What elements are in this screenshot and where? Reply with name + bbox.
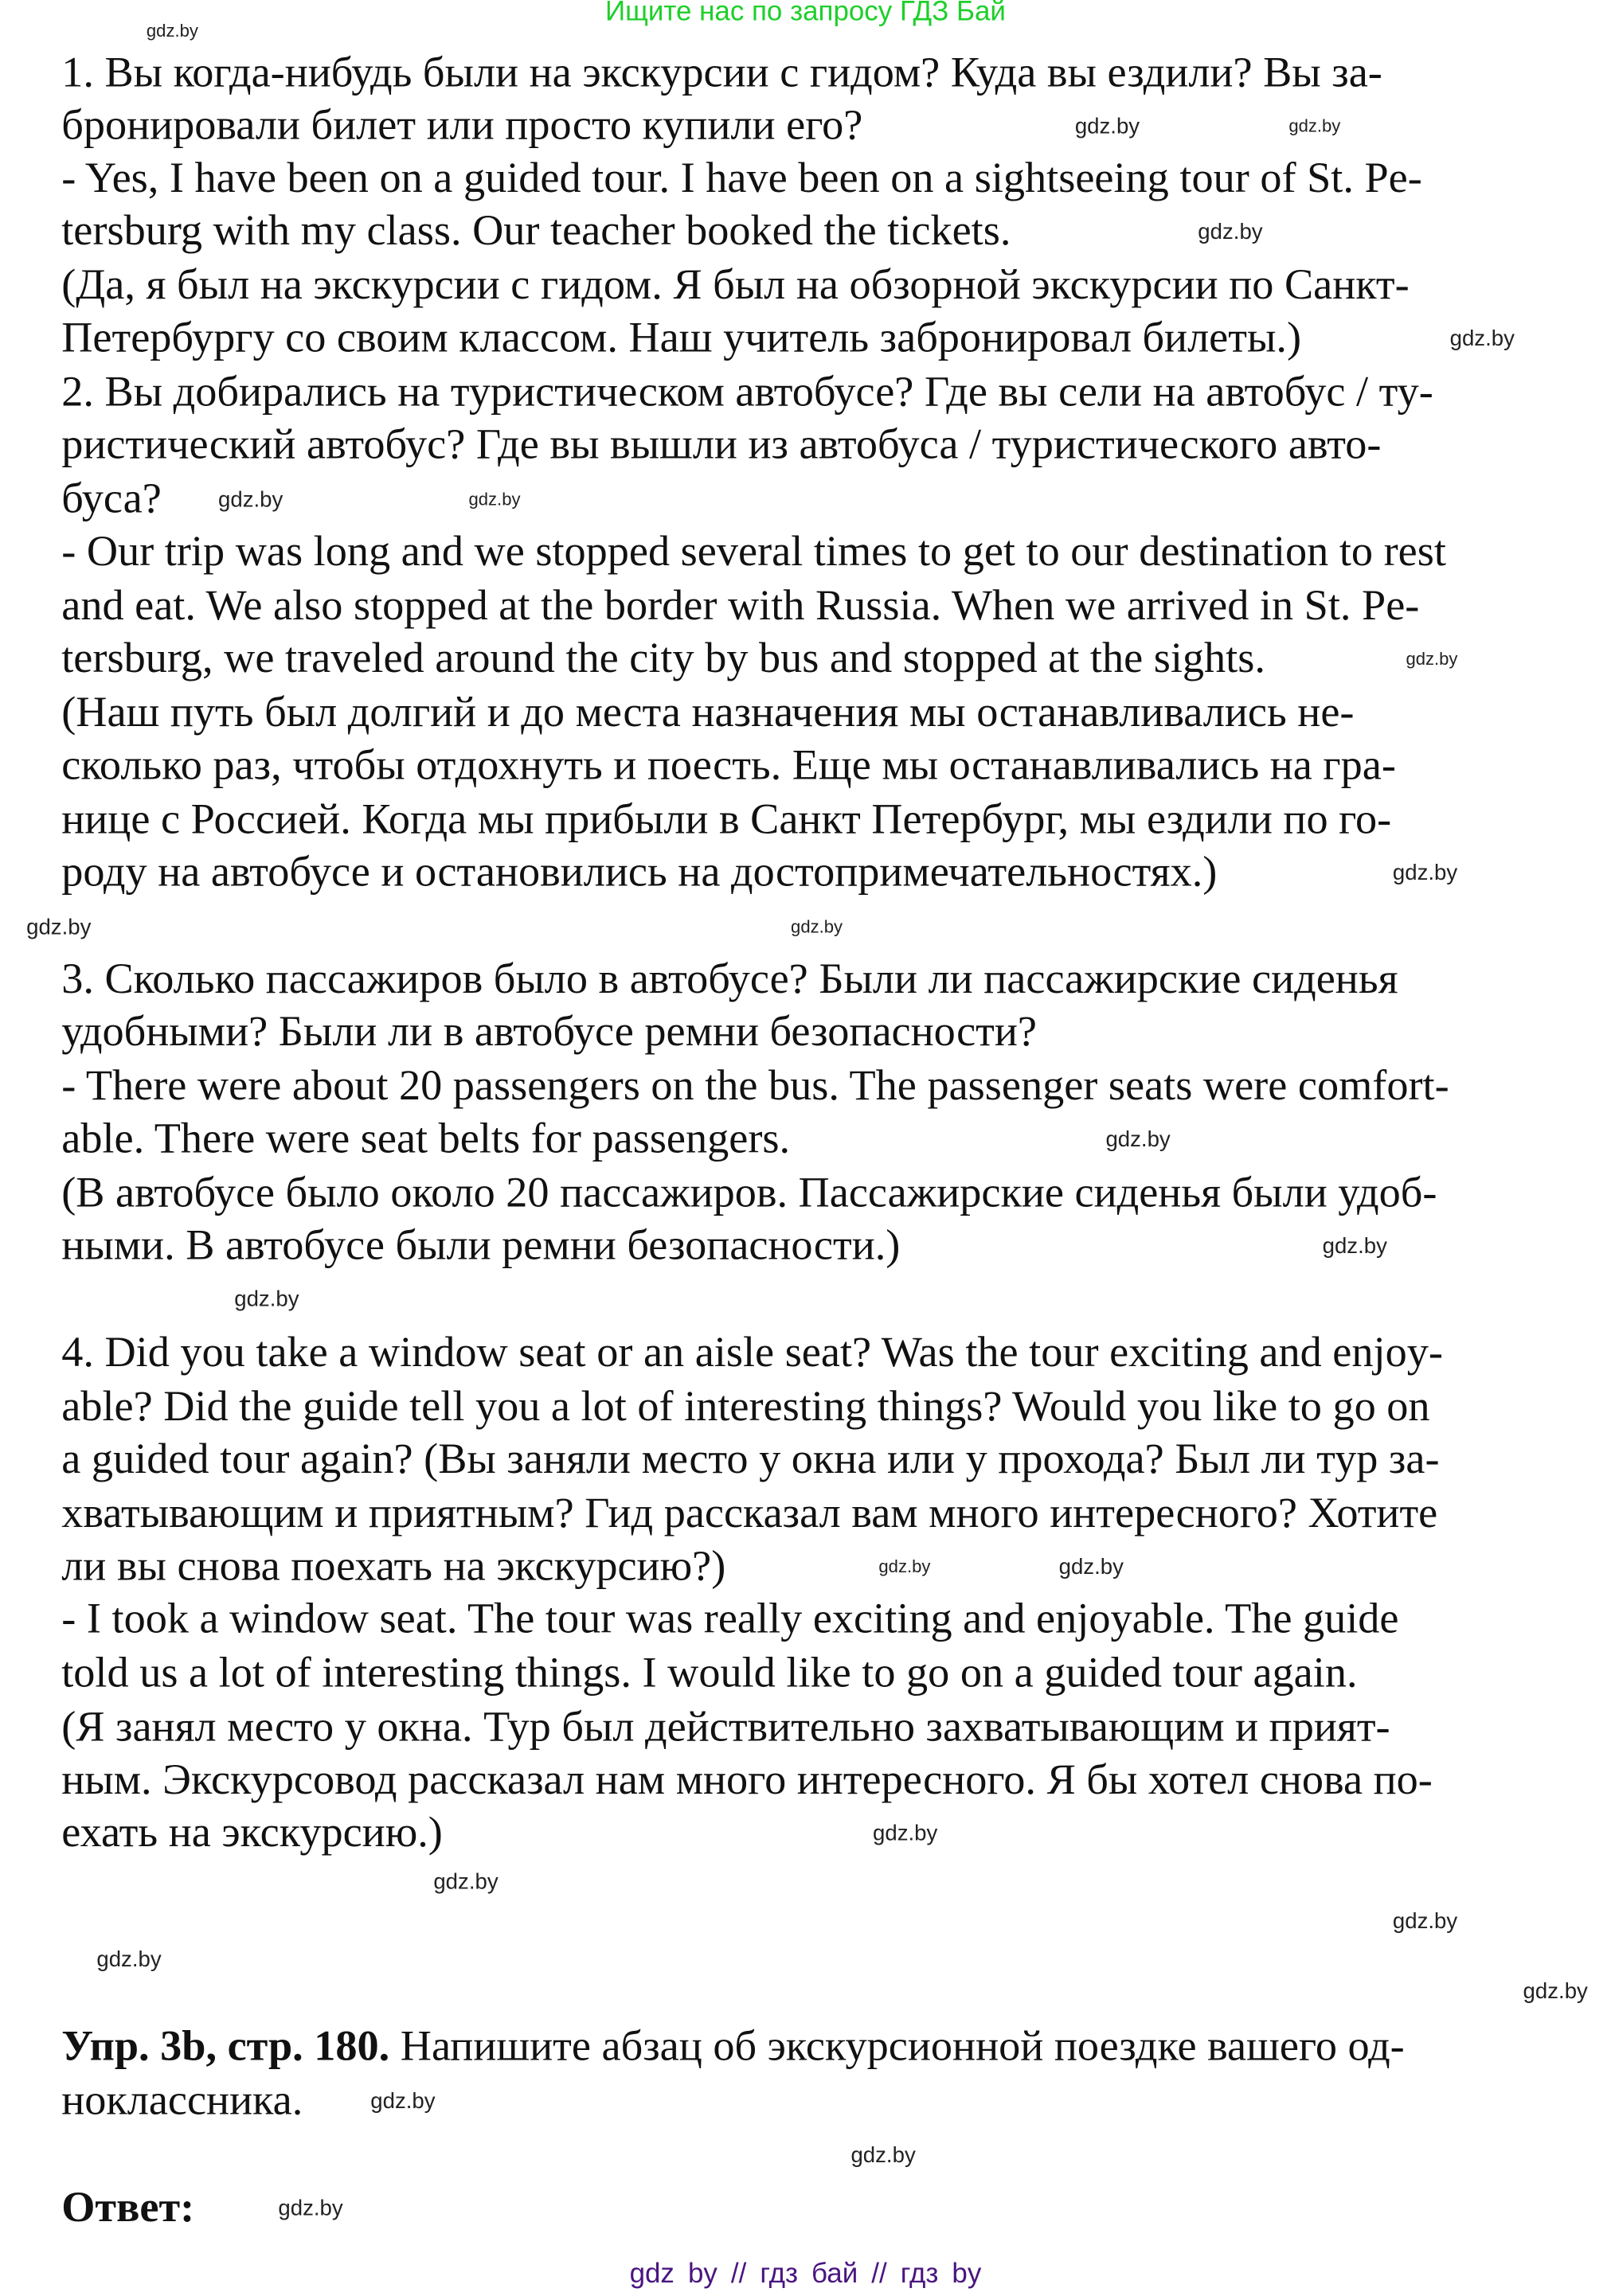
text-line bbox=[61, 795, 1391, 845]
text-line bbox=[61, 527, 1446, 577]
line-text: 2. Вы добирались на туристическом автобусе? Где вы сели на автобус / ту- bbox=[61, 369, 1433, 416]
line-text: tersburg, we traveled around the city by bus and stopped at the sights. bbox=[61, 635, 1265, 682]
text-line bbox=[61, 1061, 1449, 1111]
line-text: ными. В автобусе были ремни безопасности.) bbox=[61, 1222, 901, 1270]
watermark: gdz.by bbox=[1074, 114, 1140, 139]
watermark: gdz.by bbox=[1198, 219, 1263, 245]
line-text: (Да, я был на экскурсии с гидом. Я был на обзорной экскурсии по Санкт- bbox=[61, 262, 1410, 310]
text-line bbox=[61, 260, 1409, 310]
line-text: бронировали билет или просто купили его? bbox=[61, 102, 863, 150]
line-text: a guided tour again? (Вы заняли место у окна или у прохода? Был ли тур за- bbox=[61, 1436, 1440, 1483]
watermark: gdz.by bbox=[873, 1821, 938, 1846]
line-text: Напишите абзац об экскурсионной поездке вашего од- bbox=[389, 2023, 1405, 2071]
search-hint-banner: Ищите нас по запросу ГДЗ Бай bbox=[604, 0, 1006, 28]
watermark: gdz.by bbox=[878, 1556, 931, 1577]
line-text: - Yes, I have been on a guided tour. I have been on a sightseeing tour of St. Pe- bbox=[61, 154, 1422, 202]
line-text: tersburg with my class. Our teacher booked the tickets. bbox=[61, 208, 1011, 255]
watermark: gdz.by bbox=[468, 489, 521, 510]
line-text: (Я занял место у окна. Тур был действительно захватывающим и прият- bbox=[61, 1704, 1390, 1751]
text-line bbox=[61, 1382, 1429, 1432]
line-text: хватывающим и приятным? Гид рассказал вам много интересного? Хотите bbox=[61, 1490, 1438, 1537]
line-text: told us a lot of interesting things. I would like to go on a guided tour again. bbox=[61, 1650, 1358, 1697]
watermark: gdz.by bbox=[26, 915, 92, 940]
line-text: able? Did the guide tell you a lot of interesting things? Would you like to go on bbox=[61, 1383, 1430, 1431]
line-text: - I took a window seat. The tour was really exciting and enjoyable. The guide bbox=[61, 1595, 1399, 1643]
watermark: gdz.by bbox=[370, 2089, 436, 2114]
text-line bbox=[61, 581, 1419, 631]
line-text: 3. Сколько пассажиров было в автобусе? Были ли пассажирские сиденья bbox=[61, 955, 1398, 1003]
text-line bbox=[61, 1541, 725, 1591]
text-line bbox=[61, 634, 1265, 684]
watermark: gdz.by bbox=[1392, 861, 1458, 886]
line-text: роду на автобусе и остановились на достопримечательностях.) bbox=[61, 849, 1218, 896]
text-line bbox=[61, 955, 1398, 1005]
watermark: gdz.by bbox=[1392, 1909, 1458, 1935]
exercise-label: Упр. 3b, стр. 180. bbox=[61, 2023, 390, 2071]
watermark: gdz.by bbox=[96, 1947, 162, 1973]
line-text: 4. Did you take a window seat or an aisle seat? Was the tour exciting and enjoy- bbox=[61, 1329, 1443, 1376]
text-line bbox=[61, 1703, 1390, 1753]
footer-links[interactable]: gdz by // гдз бай // гдз by bbox=[629, 2259, 982, 2290]
line-text: - Our trip was long and we stopped several times to get to our destination to rest bbox=[61, 528, 1446, 576]
watermark: gdz.by bbox=[850, 2143, 916, 2169]
text-line bbox=[61, 1808, 443, 1858]
text-line bbox=[61, 1489, 1437, 1539]
line-text: Петербургу со своим классом. Наш учитель забронировал билеты.) bbox=[61, 314, 1302, 362]
line-text: able. There were seat belts for passengers. bbox=[61, 1115, 791, 1163]
watermark: gdz.by bbox=[1406, 648, 1458, 670]
line-text: сколько раз, чтобы отдохнуть и поесть. Еще мы останавливались на гра- bbox=[61, 742, 1396, 790]
line-text: ехать на экскурсию.) bbox=[61, 1810, 443, 1857]
watermark: gdz.by bbox=[146, 20, 198, 41]
text-line bbox=[61, 101, 862, 151]
text-line bbox=[61, 1595, 1398, 1645]
text-line bbox=[61, 206, 1011, 256]
watermark: gdz.by bbox=[1105, 1127, 1171, 1153]
watermark: gdz.by bbox=[1058, 1555, 1124, 1580]
text-line bbox=[61, 1221, 900, 1271]
line-text: удобными? Были ли в автобусе ремни безопасности? bbox=[61, 1009, 1038, 1056]
text-line bbox=[61, 2022, 1405, 2072]
watermark: gdz.by bbox=[1288, 115, 1341, 137]
watermark: gdz.by bbox=[218, 487, 283, 513]
line-text: and eat. We also stopped at the border with Russia. When we arrived in St. Pe- bbox=[61, 582, 1420, 630]
text-line bbox=[61, 49, 1382, 99]
text-line bbox=[61, 420, 1381, 471]
text-line bbox=[61, 1114, 790, 1164]
line-text: нице с Россией. Когда мы прибыли в Санкт Петербург, мы ездили по го- bbox=[61, 796, 1392, 844]
text-line bbox=[61, 1169, 1437, 1219]
line-text: ли вы снова поехать на экскурсию?) bbox=[61, 1543, 726, 1591]
line-text: буса? bbox=[61, 475, 162, 523]
text-line bbox=[61, 1649, 1357, 1699]
text-line bbox=[61, 1007, 1037, 1057]
line-text: (В автобусе было около 20 пассажиров. Пассажирские сиденья были удоб- bbox=[61, 1169, 1437, 1217]
watermark: gdz.by bbox=[1322, 1234, 1387, 1259]
watermark: gdz.by bbox=[234, 1287, 299, 1312]
text-line bbox=[61, 688, 1354, 738]
text-line bbox=[61, 2076, 303, 2126]
line-text: (Наш путь был долгий и до места назначения мы останавливались не- bbox=[61, 689, 1355, 737]
text-line bbox=[61, 368, 1433, 418]
line-text: ристический автобус? Где вы вышли из автобуса / туристического авто- bbox=[61, 421, 1382, 469]
text-line bbox=[61, 154, 1422, 204]
watermark: gdz.by bbox=[433, 1869, 499, 1895]
text-line bbox=[61, 314, 1301, 364]
text-line bbox=[61, 1755, 1433, 1806]
text-line bbox=[61, 474, 162, 525]
text-line bbox=[61, 741, 1396, 791]
watermark: gdz.by bbox=[1449, 326, 1515, 352]
watermark: gdz.by bbox=[791, 916, 843, 937]
watermark: gdz.by bbox=[1523, 1979, 1588, 2005]
text-line bbox=[61, 848, 1217, 898]
watermark: gdz.by bbox=[278, 2196, 343, 2221]
line-text: - There were about 20 passengers on the bus. The passenger seats were comfort- bbox=[61, 1063, 1449, 1110]
line-text: ным. Экскурсовод рассказал нам много интересного. Я бы хотел снова по- bbox=[61, 1756, 1433, 1804]
line-text: ноклассника. bbox=[61, 2077, 303, 2125]
exercise-label: Ответ: bbox=[61, 2184, 195, 2232]
line-text: 1. Вы когда-нибудь были на экскурсии с гидом? Куда вы ездили? Вы за- bbox=[61, 49, 1382, 97]
text-line bbox=[61, 2183, 194, 2233]
text-line bbox=[61, 1328, 1443, 1378]
text-line bbox=[61, 1435, 1439, 1485]
